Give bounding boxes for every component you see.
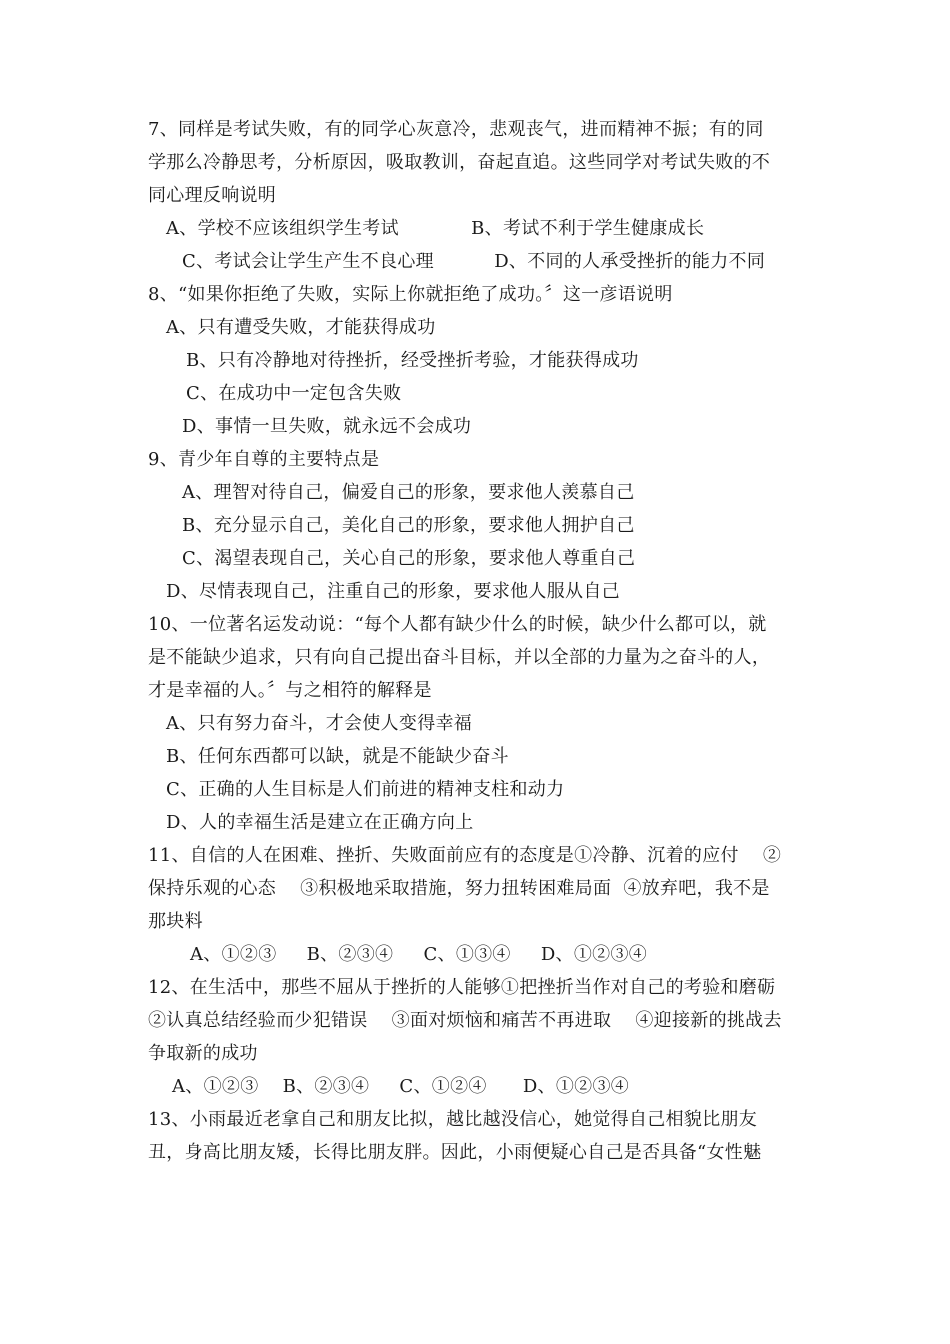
q10-stem-line-1: 10、一位著名运发动说：“每个人都有缺少什么的时候，缺少什么都可以，就 xyxy=(148,614,767,635)
q7-option-line-1: A、学校不应该组织学生考试 B、考试不利于学生健康成长 xyxy=(166,218,705,239)
q8-option-b: B、只有冷静地对待挫折，经受挫折考验，才能获得成功 xyxy=(186,350,639,371)
q8-option-d: D、事情一旦失败，就永远不会成功 xyxy=(182,416,472,437)
q10-option-c: C、正确的人生目标是人们前进的精神支柱和动力 xyxy=(166,779,565,800)
q9-option-a: A、理智对待自己，偏爱自己的形象，要求他人羡慕自己 xyxy=(182,482,635,503)
q7-stem-line-3: 同心理反响说明 xyxy=(148,185,277,206)
q10-stem-line-3: 才是幸福的人。〞与之相符的解释是 xyxy=(148,680,432,701)
q10-option-d: D、人的幸福生活是建立在正确方向上 xyxy=(166,812,474,833)
q10-option-a: A、只有努力奋斗，才会使人变得幸福 xyxy=(166,713,473,734)
q12-stem-line-1: 12、在生活中，那些不屈从于挫折的人能够①把挫折当作对自己的考验和磨砺 xyxy=(148,977,776,998)
q11-options: A、①②③ B、②③④ C、①③④ D、①②③④ xyxy=(190,944,648,965)
q9-option-c: C、渴望表现自己，关心自己的形象，要求他人尊重自己 xyxy=(182,548,636,569)
q9-option-b: B、充分显示自己，美化自己的形象，要求他人拥护自己 xyxy=(182,515,635,536)
q8-stem: 8、“如果你拒绝了失败，实际上你就拒绝了成功。〞这一彦语说明 xyxy=(148,284,673,305)
q7-stem-line-1: 7、同样是考试失败，有的同学心灰意冷，悲观丧气，进而精神不振；有的同 xyxy=(148,119,764,140)
q11-stem-line-3: 那块料 xyxy=(148,911,203,932)
q7-option-line-2: C、考试会让学生产生不良心理 D、不同的人承受挫折的能力不同 xyxy=(182,251,766,272)
q12-options: A、①②③ B、②③④ C、①②④ D、①②③④ xyxy=(172,1076,630,1097)
q10-option-b: B、任何东西都可以缺，就是不能缺少奋斗 xyxy=(166,746,509,767)
q12-stem-line-3: 争取新的成功 xyxy=(148,1043,258,1064)
q13-stem-line-1: 13、小雨最近老拿自己和朋友比拟，越比越没信心，她觉得自己相貌比朋友 xyxy=(148,1109,758,1130)
q11-stem-line-2: 保持乐观的心态 ③积极地采取措施，努力扭转困难局面 ④放弃吧，我不是 xyxy=(148,878,770,899)
q13-stem-line-2: 丑，身高比朋友矮，长得比朋友胖。因此，小雨便疑心自己是否具备“女性魅 xyxy=(148,1142,762,1163)
q11-stem-line-1: 11、自信的人在困难、挫折、失败面前应有的态度是①冷静、沉着的应付 ② xyxy=(148,845,782,866)
q10-stem-line-2: 是不能缺少追求，只有向自己提出奋斗目标，并以全部的力量为之奋斗的人， xyxy=(148,647,771,668)
q9-option-d: D、尽情表现自己，注重自己的形象，要求他人服从自己 xyxy=(166,581,620,602)
q7-stem-line-2: 学那么冷静思考，分析原因，吸取教训，奋起直追。这些同学对考试失败的不 xyxy=(148,152,771,173)
q8-option-c: C、在成功中一定包含失败 xyxy=(186,383,402,404)
q12-stem-line-2: ②认真总结经验而少犯错误 ③面对烦恼和痛苦不再进取 ④迎接新的挑战去 xyxy=(148,1010,782,1031)
q9-stem: 9、青少年自尊的主要特点是 xyxy=(148,449,380,470)
q8-option-a: A、只有遭受失败，才能获得成功 xyxy=(166,317,436,338)
